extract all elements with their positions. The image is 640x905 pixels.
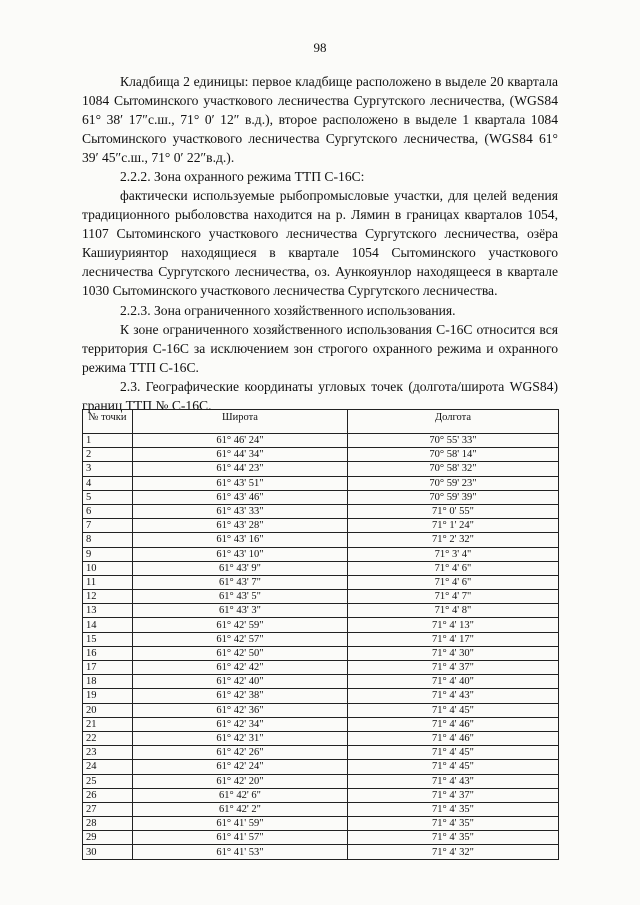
cell-point-number: 11 [83, 575, 133, 589]
table-body [83, 434, 559, 860]
table-row [83, 519, 559, 533]
cell-point-number: 22 [83, 731, 133, 745]
table-row [83, 462, 559, 476]
cell-latitude: 61° 42' 20" [133, 774, 348, 788]
header-latitude: Широта [133, 410, 348, 434]
cell-longitude: 71° 4' 46" [348, 731, 559, 745]
table-row [83, 831, 559, 845]
cell-latitude: 61° 42' 31" [133, 731, 348, 745]
cell-longitude: 71° 0' 55" [348, 504, 559, 518]
paragraph-text: 2.2.2. Зона охранного режима ТТП С-16С: [120, 169, 365, 184]
header-point-number: № точки [83, 410, 133, 434]
cell-longitude: 71° 4' 7" [348, 590, 559, 604]
cell-point-number: 10 [83, 561, 133, 575]
cell-point-number: 24 [83, 760, 133, 774]
cell-point-number: 29 [83, 831, 133, 845]
cell-point-number: 14 [83, 618, 133, 632]
cell-point-number: 18 [83, 675, 133, 689]
cell-latitude: 61° 43' 5" [133, 590, 348, 604]
table-row [83, 746, 559, 760]
cell-point-number: 1 [83, 434, 133, 448]
cell-point-number: 21 [83, 717, 133, 731]
paragraph-text: фактически используемые рыбопромысловые участки, для целей ведения традиционного рыболовства находится на р. Лямин в границах кварталов 1054, 1107 Сытоминского участкового лесничества Сургутского лесничества, озёра Кашиуриянтор находящиеся в квартале 1054 Сытоминского участкового лесничества Сургутского лесничества, оз. Аункояунлор находящееся в квартале 1030 Сытоминского участкового лесничества Сургутского лесничества. [82, 188, 558, 298]
cell-longitude: 71° 4' 35" [348, 817, 559, 831]
cell-longitude: 71° 4' 13" [348, 618, 559, 632]
cell-latitude: 61° 43' 51" [133, 476, 348, 490]
cell-latitude: 61° 42' 59" [133, 618, 348, 632]
table-row [83, 661, 559, 675]
table-row [83, 490, 559, 504]
cell-longitude: 71° 2' 32" [348, 533, 559, 547]
table-row [83, 717, 559, 731]
cell-point-number: 17 [83, 661, 133, 675]
table-row [83, 448, 559, 462]
cell-longitude: 71° 4' 46" [348, 717, 559, 731]
paragraph-cemeteries [82, 72, 558, 167]
cell-longitude: 71° 4' 43" [348, 689, 559, 703]
page-number: 98 [313, 40, 327, 55]
cell-latitude: 61° 42' 50" [133, 646, 348, 660]
table-row [83, 689, 559, 703]
cell-longitude: 70° 59' 39" [348, 490, 559, 504]
cell-longitude: 71° 4' 43" [348, 774, 559, 788]
cell-longitude: 71° 4' 45" [348, 703, 559, 717]
table-row [83, 632, 559, 646]
paragraph-fishing-areas [82, 186, 558, 300]
table-row [83, 575, 559, 589]
cell-latitude: 61° 44' 34" [133, 448, 348, 462]
cell-longitude: 71° 3' 4" [348, 547, 559, 561]
cell-point-number: 30 [83, 845, 133, 859]
cell-point-number: 19 [83, 689, 133, 703]
paragraph-heading-2-2-2 [82, 167, 558, 186]
table-row [83, 604, 559, 618]
table-row [83, 675, 559, 689]
table-row [83, 434, 559, 448]
cell-latitude: 61° 42' 57" [133, 632, 348, 646]
cell-latitude: 61° 42' 40" [133, 675, 348, 689]
cell-point-number: 2 [83, 448, 133, 462]
table-row [83, 590, 559, 604]
cell-point-number: 5 [83, 490, 133, 504]
cell-latitude: 61° 43' 9" [133, 561, 348, 575]
table-row [83, 802, 559, 816]
cell-longitude: 71° 4' 32" [348, 845, 559, 859]
table-row [83, 845, 559, 859]
cell-point-number: 16 [83, 646, 133, 660]
cell-latitude: 61° 42' 42" [133, 661, 348, 675]
cell-longitude: 71° 1' 24" [348, 519, 559, 533]
coordinates-table [82, 409, 559, 860]
cell-latitude: 61° 43' 10" [133, 547, 348, 561]
cell-longitude: 71° 4' 40" [348, 675, 559, 689]
cell-point-number: 7 [83, 519, 133, 533]
cell-longitude: 71° 4' 37" [348, 788, 559, 802]
cell-point-number: 25 [83, 774, 133, 788]
table-row [83, 504, 559, 518]
cell-point-number: 3 [83, 462, 133, 476]
paragraph-text: 2.3. Географические координаты угловых точек (долгота/широта WGS84) границ ТТП № С-16С. [82, 379, 558, 413]
cell-point-number: 12 [83, 590, 133, 604]
cell-latitude: 61° 43' 46" [133, 490, 348, 504]
cell-point-number: 15 [83, 632, 133, 646]
cell-point-number: 27 [83, 802, 133, 816]
table-row [83, 618, 559, 632]
table-row [83, 817, 559, 831]
paragraph-heading-2-2-3 [82, 301, 558, 320]
cell-point-number: 6 [83, 504, 133, 518]
table-row [83, 561, 559, 575]
table-row [83, 788, 559, 802]
cell-longitude: 71° 4' 8" [348, 604, 559, 618]
header-longitude: Долгота [348, 410, 559, 434]
paragraph-text: 2.2.3. Зона ограниченного хозяйственного использования. [120, 303, 456, 318]
table-row [83, 760, 559, 774]
cell-longitude: 70° 59' 23" [348, 476, 559, 490]
cell-longitude: 71° 4' 45" [348, 746, 559, 760]
table-row [83, 547, 559, 561]
paragraph-text: Кладбища 2 единицы: первое кладбище расположено в выделе 20 квартала 1084 Сытоминского участкового лесничества Сургутского лесничества, (WGS84 61° 38′ 17″с.ш., 71° 0′ 12″ в.д.), второе расположено в выделе 1 квартала 1084 Сытоминского участкового лесничества Сургутского лесничества, (WGS84 61° 39′ 45″с.ш., 71° 0′ 22″в.д.). [82, 74, 558, 165]
cell-latitude: 61° 42' 24" [133, 760, 348, 774]
cell-longitude: 71° 4' 6" [348, 561, 559, 575]
cell-latitude: 61° 44' 23" [133, 462, 348, 476]
cell-longitude: 70° 58' 32" [348, 462, 559, 476]
cell-longitude: 71° 4' 35" [348, 831, 559, 845]
cell-latitude: 61° 41' 57" [133, 831, 348, 845]
paragraph-text: К зоне ограниченного хозяйственного использования С-16С относится вся территория С-16С за исключением зон строгого охранного режима и охранного режима ТТП С-16С. [82, 322, 558, 375]
cell-point-number: 9 [83, 547, 133, 561]
cell-latitude: 61° 41' 59" [133, 817, 348, 831]
cell-point-number: 13 [83, 604, 133, 618]
cell-longitude: 71° 4' 6" [348, 575, 559, 589]
cell-point-number: 20 [83, 703, 133, 717]
cell-latitude: 61° 41' 53" [133, 845, 348, 859]
cell-longitude: 71° 4' 45" [348, 760, 559, 774]
cell-latitude: 61° 42' 6" [133, 788, 348, 802]
cell-latitude: 61° 43' 33" [133, 504, 348, 518]
cell-longitude: 71° 4' 17" [348, 632, 559, 646]
cell-point-number: 8 [83, 533, 133, 547]
cell-longitude: 70° 58' 14" [348, 448, 559, 462]
table-row [83, 533, 559, 547]
table-row [83, 646, 559, 660]
table-header-row [83, 410, 559, 434]
cell-latitude: 61° 43' 7" [133, 575, 348, 589]
cell-point-number: 28 [83, 817, 133, 831]
cell-latitude: 61° 43' 3" [133, 604, 348, 618]
table-row [83, 476, 559, 490]
cell-latitude: 61° 42' 38" [133, 689, 348, 703]
cell-latitude: 61° 42' 34" [133, 717, 348, 731]
table-row [83, 774, 559, 788]
cell-latitude: 61° 43' 28" [133, 519, 348, 533]
cell-longitude: 71° 4' 35" [348, 802, 559, 816]
cell-latitude: 61° 46' 24" [133, 434, 348, 448]
cell-longitude: 70° 55' 33" [348, 434, 559, 448]
cell-point-number: 23 [83, 746, 133, 760]
cell-point-number: 4 [83, 476, 133, 490]
cell-latitude: 61° 43' 16" [133, 533, 348, 547]
paragraph-limited-use-zone [82, 320, 558, 377]
table-row [83, 731, 559, 745]
cell-latitude: 61° 42' 2" [133, 802, 348, 816]
cell-latitude: 61° 42' 26" [133, 746, 348, 760]
cell-longitude: 71° 4' 30" [348, 646, 559, 660]
cell-point-number: 26 [83, 788, 133, 802]
cell-longitude: 71° 4' 37" [348, 661, 559, 675]
table-row [83, 703, 559, 717]
cell-latitude: 61° 42' 36" [133, 703, 348, 717]
